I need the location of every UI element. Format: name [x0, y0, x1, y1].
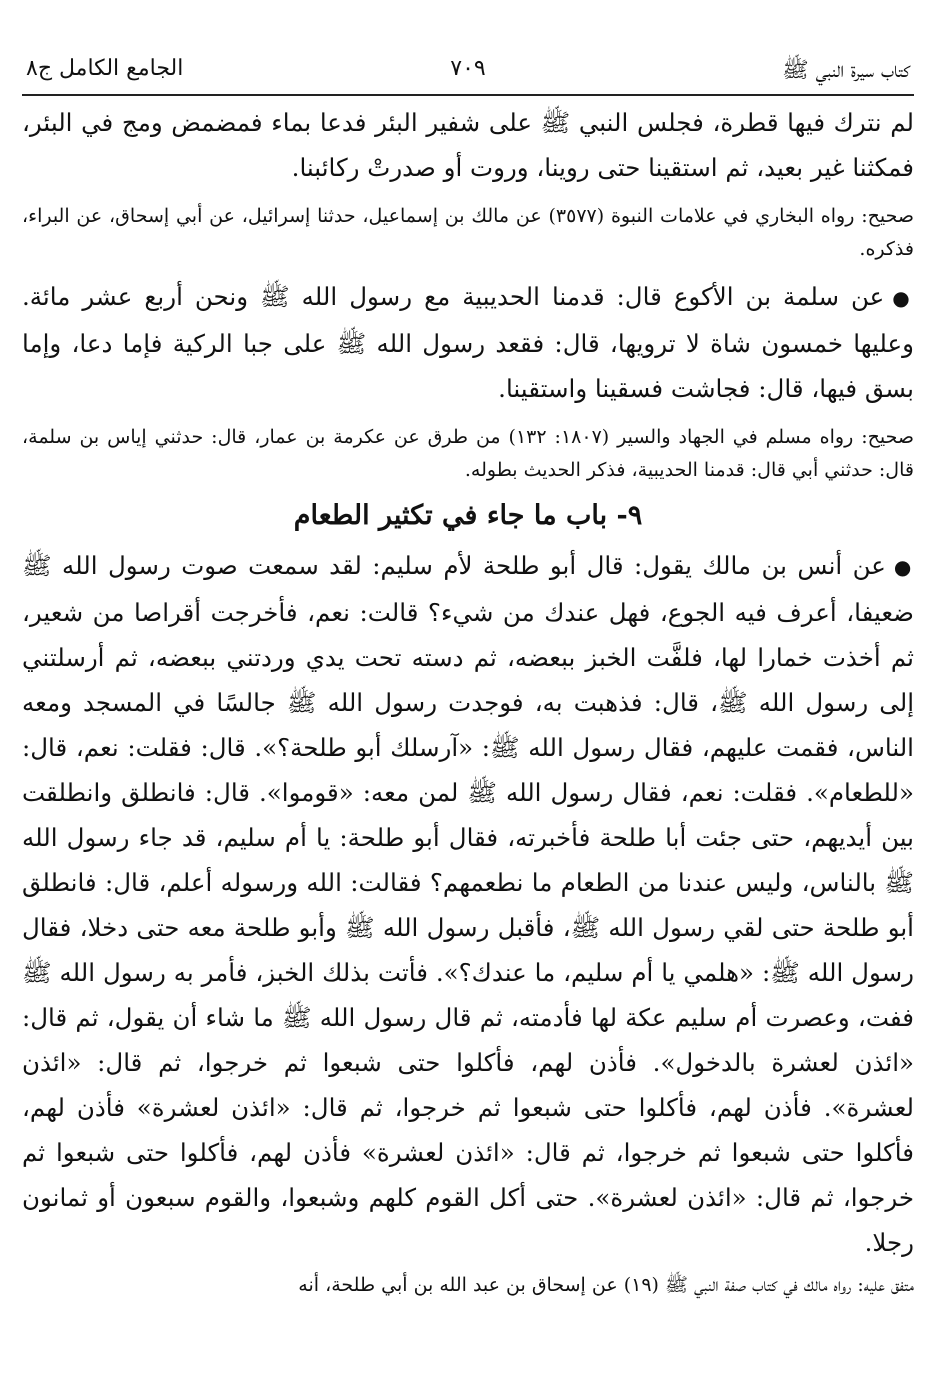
- paragraph-3-text: عن أنس بن مالك يقول: قال أبو طلحة لأم سليم: لقد سمعت صوت رسول الله ﷺ ضعيفا، أعرف فيه الجوع، فهل عندك من شيء؟ قالت: نعم، فأخرجت أقراصا من شعير، ثم أخذت خمارا لها، فلفَّت الخبز ببعضه، ثم دسته تحت يدي وردتني ببعضه، ثم أرسلتني إلى رسول الله ﷺ، قال: فذهبت به، فوجدت رسول الله ﷺ جالسًا في المسجد ومعه الناس، فقمت عليهم، فقال رسول الله ﷺ: «آرسلك أبو طلحة؟». قال: فقلت: نعم، قال: «للطعام». فقلت: نعم، فقال رسول الله ﷺ لمن معه: «قوموا». قال: فانطلق وانطلقت بين أيديهم، حتى جئت أبا طلحة فأخبرته، فقال أبو طلحة: يا أم سليم، قد جاء رسول الله ﷺ بالناس، وليس عندنا من الطعام ما نطعمهم؟ فقالت: الله ورسوله أعلم، قال: فانطلق أبو طلحة حتى لقي رسول الله ﷺ، فأقبل رسول الله ﷺ وأبو طلحة معه حتى دخلا، فقال رسول الله ﷺ: «هلمي يا أم سليم، ما عندك؟». فأتت بذلك الخبز، فأمر به رسول الله ﷺ ففت، وعصرت أم سليم عكة لها فأدمته، ثم قال رسول الله ﷺ ما شاء أن يقول، ثم قال: «ائذن لعشرة بالدخول». فأذن لهم، فأكلوا حتى شبعوا ثم خرجوا، ثم قال: «ائذن لعشرة». فأذن لهم، فأكلوا حتى شبعوا ثم خرجوا، ثم قال: «ائذن لعشرة» فأذن لهم، فأكلوا حتى شبعوا ثم خرجوا، ثم قال: «ائذن لعشرة» فأذن لهم، فأكلوا حتى شبعوا ثم خرجوا، ثم قال: «ائذن لعشرة». حتى أكل القوم كلهم وشبعوا، والقوم سبعون أو ثمانون رجلا.: [22, 551, 914, 1257]
- paragraph-3: [22, 543, 914, 1265]
- page-header: [22, 50, 914, 96]
- volume-label: الجامع الكامل ج٨: [26, 56, 184, 81]
- document-page: [22, 50, 914, 1365]
- paragraph-1: لم نترك فيها قطرة، فجلس النبي ﷺ على شفير البئر فدعا بماء فمضمض ومج في البئر، فمكثنا غير بعيد، ثم استقينا حتى روينا، وروت أو صدرتْ ركائبنا.: [22, 108, 914, 182]
- bullet-icon: ●: [893, 555, 914, 579]
- bullet-icon: ●: [892, 286, 914, 310]
- paragraph-2-text: عن سلمة بن الأكوع قال: قدمنا الحديبية مع رسول الله ﷺ ونحن أربع عشر مائة. وعليها خمسون شاة لا ترويها، قال: فقعد رسول الله ﷺ على جبا الركية فإما دعا، وإما بسق فيها، قال: فجاشت فسقينا واستقينا.: [22, 282, 914, 403]
- footnote-3: متفق عليه: رواه مالك في كتاب صفة النبي ﷺ (١٩) عن إسحاق بن عبد الله بن أبي طلحة، أنه: [298, 1274, 914, 1296]
- section-title: ٩- باب ما جاء في تكثير الطعام: [293, 500, 643, 531]
- book-title: كتاب سيرة النبي ﷺ: [782, 58, 910, 83]
- footnote-2: صحيح: رواه مسلم في الجهاد والسير (١٨٠٧: ١٣٢) من طرق عن عكرمة بن عمار، قال: حدثني إياس بن سلمة، قال: حدثني أبي قال: قدمنا الحديبية، فذكر الحديث بطوله.: [22, 426, 915, 481]
- page-number: ٧٠٩: [450, 56, 486, 81]
- footnote-1: صحيح: رواه البخاري في علامات النبوة (٣٥٧٧) عن مالك بن إسماعيل، حدثنا إسرائيل، عن أبي إسحاق، عن البراء، فذكره.: [22, 205, 914, 260]
- paragraph-2: [22, 274, 914, 411]
